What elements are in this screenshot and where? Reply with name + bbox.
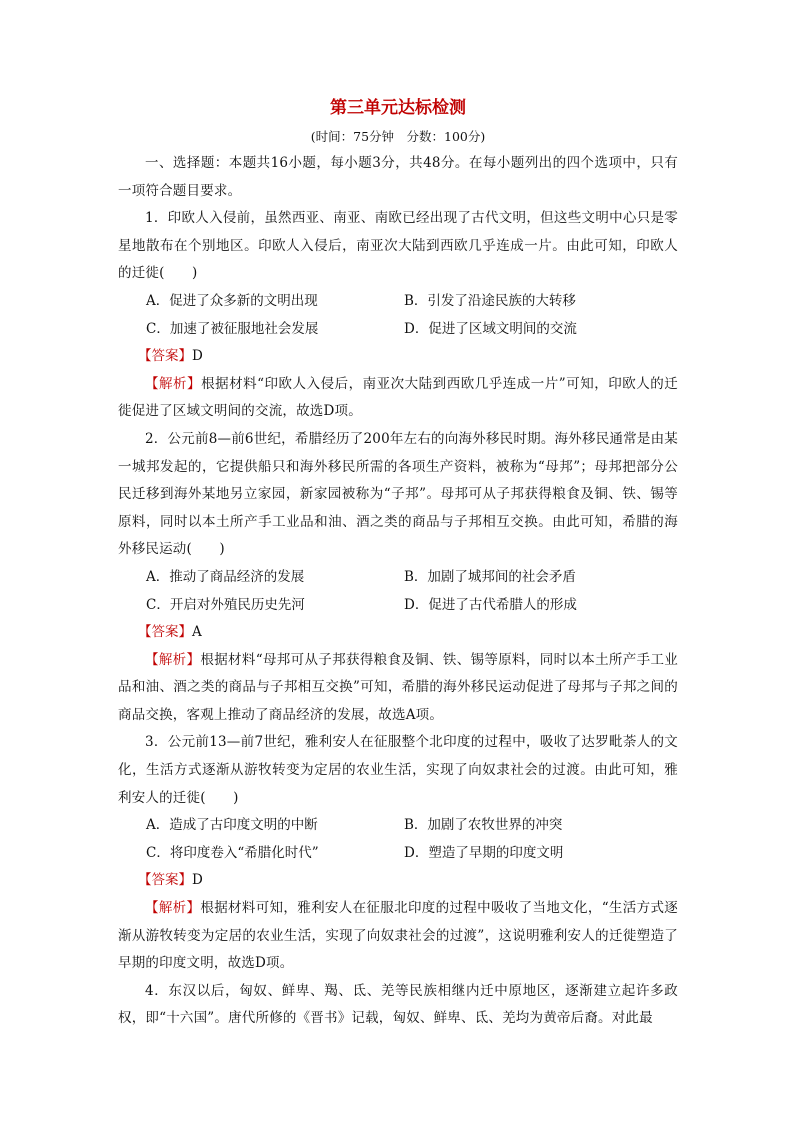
analysis-tag: 【解析】 <box>145 900 201 917</box>
analysis-text: 根据材料“母邦可从子邦获得粮食及铜、铁、锡等原料，同时以本土所产手工业品和油、酒之类的商品与子邦相互交换”可知，希腊的海外移民运动促进了母邦与子邦之间的商品交换，客观上推动了商品经济的发展，故选A项。 <box>118 651 678 723</box>
question-1 <box>118 205 678 426</box>
option-d: D．促进了区域文明间的交流 <box>404 320 577 337</box>
section-intro: 一、选择题：本题共16小题，每小题3分，共48分。在每小题列出的四个选项中，只有一项符合题目要求。 <box>118 155 678 199</box>
options <box>118 812 678 867</box>
answer-value: A <box>192 624 202 641</box>
option-d: D．促进了古代希腊人的形成 <box>404 596 577 613</box>
answer-line <box>118 343 678 371</box>
option-d: D．塑造了早期的印度文明 <box>404 844 564 861</box>
question-stem: 4．东汉以后，匈奴、鲜卑、羯、氐、羌等民族相继内迁中原地区，逐渐建立起许多政权，即“十六国”。唐代所修的《晋书》记载，匈奴、鲜卑、氐、羌均为黄帝后裔。对此最 <box>118 982 678 1027</box>
option-b: B．加剧了农牧世界的冲突 <box>404 817 563 834</box>
option-c: C．加速了被征服地社会发展 <box>146 320 319 337</box>
question-2 <box>118 426 678 730</box>
options <box>118 564 678 619</box>
option-a: A．造成了古印度文明的中断 <box>146 817 318 834</box>
analysis-text: 根据材料可知，雅利安人在征服北印度的过程中吸收了当地文化，“生活方式逐渐从游牧转变为定居的农业生活，实现了向奴隶社会的过渡”，这说明雅利安人的迁徙塑造了早期的印度文明，故选D项。 <box>118 900 678 972</box>
question-stem: 3．公元前13—前7世纪，雅利安人在征服整个北印度的过程中，吸收了达罗毗荼人的文化，生活方式逐渐从游牧转变为定居的农业生活，实现了向奴隶社会的过渡。由此可知，雅利安人的迁徙( ) <box>118 734 678 806</box>
answer-line <box>118 867 678 895</box>
option-c: C．开启对外殖民历史先河 <box>146 596 305 613</box>
answer-value: D <box>192 348 203 365</box>
question-stem: 2．公元前8—前6世纪，希腊经历了200年左右的向海外移民时期。海外移民通常是由某一城邦发起的，它提供船只和海外移民所需的各项生产资料，被称为“母邦”；母邦把部分公民迁移到海外某地另立家园，新家园被称为“子邦”。母邦可从子邦获得粮食及铜、铁、锡等原料，同时以本土所产手工业品和油、酒之类的商品与子邦相互交换。由此可知，希腊的海外移民运动( ) <box>118 430 678 558</box>
question-3 <box>118 729 678 977</box>
document-title: 第三单元达标检测 <box>330 98 466 118</box>
option-a: A．推动了商品经济的发展 <box>146 568 305 585</box>
analysis-tag: 【解析】 <box>145 375 202 392</box>
analysis-line <box>118 647 678 730</box>
exam-meta: (时间：75分钟 分数：100分) <box>310 129 486 144</box>
question-4 <box>118 978 678 1033</box>
answer-tag: 【答案】 <box>138 348 192 365</box>
analysis-tag: 【解析】 <box>145 651 201 668</box>
answer-tag: 【答案】 <box>138 872 192 889</box>
answer-value: D <box>192 872 203 889</box>
answer-line <box>118 619 678 647</box>
option-b: B．加剧了城邦间的社会矛盾 <box>404 568 576 585</box>
analysis-line <box>118 895 678 978</box>
option-a: A．促进了众多新的文明出现 <box>146 292 318 309</box>
question-stem: 1．印欧人入侵前，虽然西亚、南亚、南欧已经出现了古代文明，但这些文明中心只是零星地散布在个别地区。印欧人入侵后，南亚次大陆到西欧几乎连成一片。由此可知，印欧人的迁徙( ) <box>118 210 678 282</box>
option-b: B．引发了沿途民族的大转移 <box>404 292 576 309</box>
options <box>118 288 678 343</box>
analysis-line <box>118 371 678 426</box>
option-c: C．将印度卷入“希腊化时代” <box>146 844 319 861</box>
answer-tag: 【答案】 <box>138 624 192 641</box>
analysis-text: 根据材料“印欧人入侵后，南亚次大陆到西欧几乎连成一片”可知，印欧人的迁徙促进了区域文明间的交流，故选D项。 <box>118 375 678 420</box>
document-page <box>118 96 678 1033</box>
